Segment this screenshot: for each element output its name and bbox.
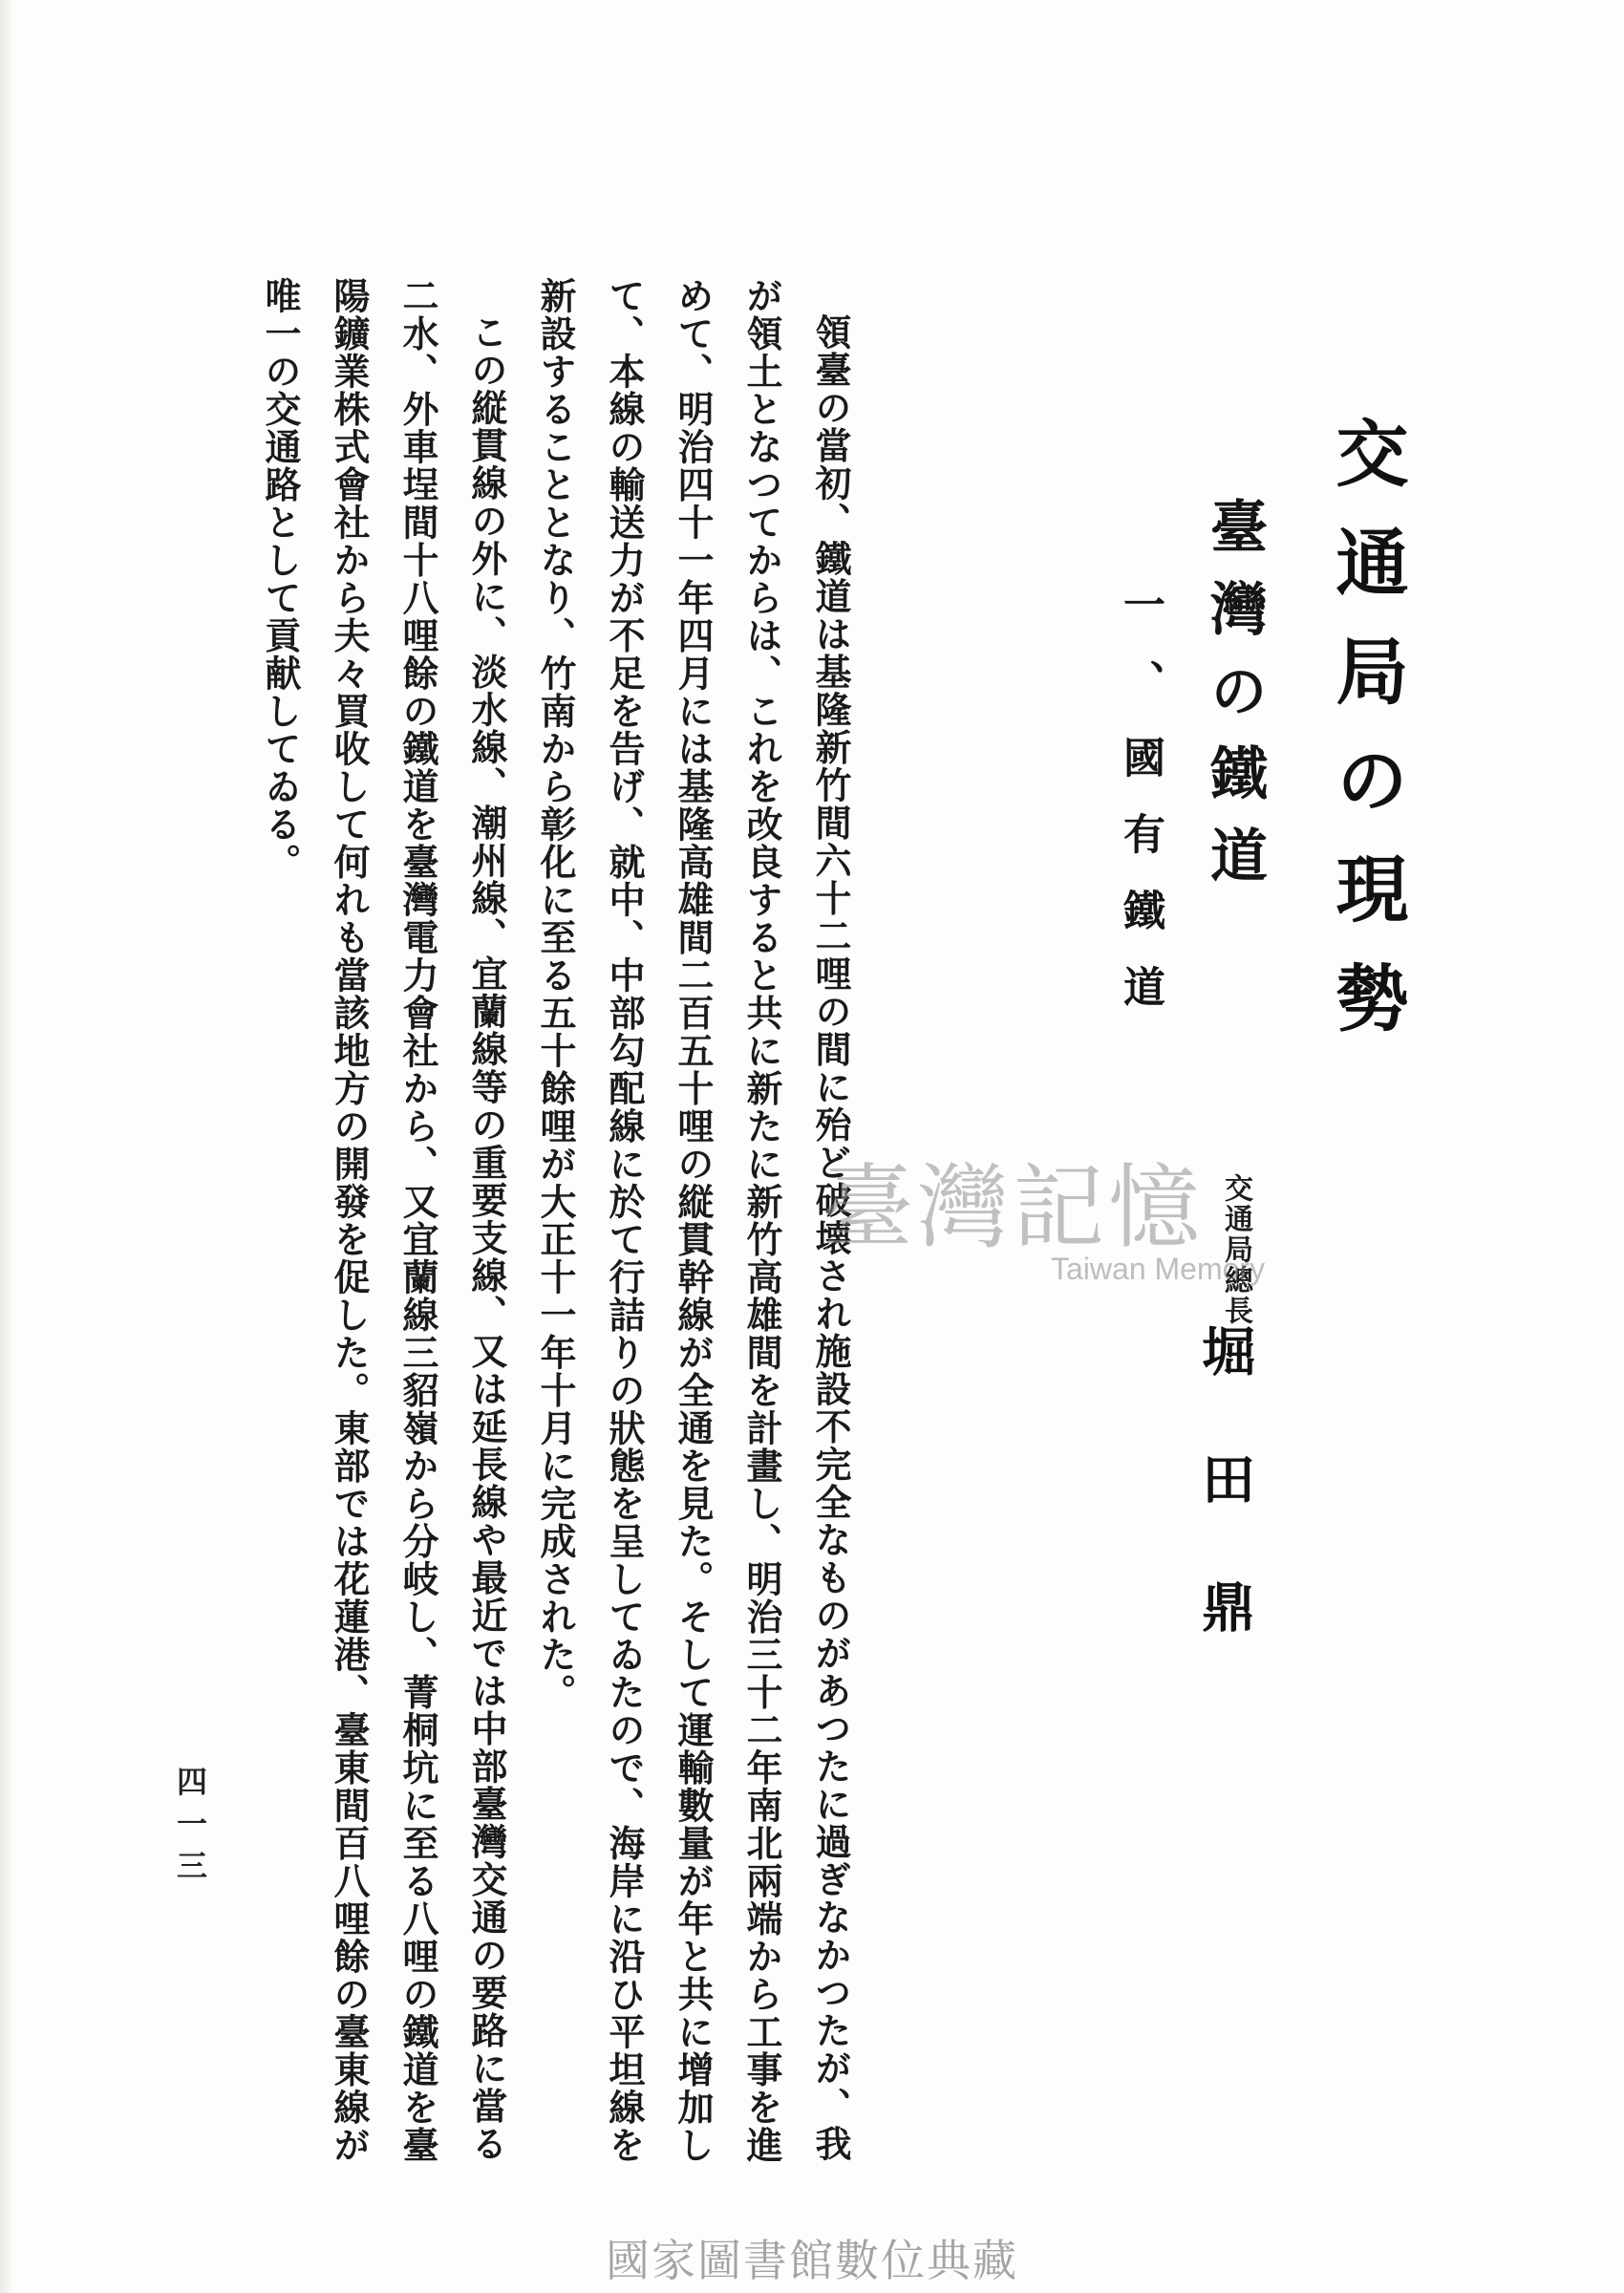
subsection-title: 一、國有鐵道 — [1116, 583, 1165, 1041]
body-paragraph: 領臺の當初、鐵道は基隆新竹間六十二哩の間に殆ど破壊され施設不完全なものがあつたに過ぎなかつたが、我が領土となつてからは、これを改良すると共に新たに新竹高雄間を計畫し、明治三十二年南北兩端から工事を進めて、明治四十一年四月には基隆高雄間二百五十哩の縦貫幹線が全通を見た。そして運輸數量が年と共に增加して、本線の輸送力が不足を告げ、就中、中部勾配線に於て行詰りの狀態を呈してゐたので、海岸に沿ひ平坦線を新設することとなり、竹南から彰化に至る五十餘哩が大正十一年十月に完成された。 — [534, 277, 852, 2164]
body-paragraph: この縦貫線の外に、淡水線、潮州線、宜蘭線等の重要支線、又は延長線や最近では中部臺灣交通の要路に當る二水、外車埕間十八哩餘の鐵道を臺灣電力會社から、又宜蘭線三貂嶺から分岐し、菁桐坑に至る八哩の鐵道を臺陽鑛業株式會社から夫々買收して何れも當該地方の開發を促した。東部では花蓮港、臺東間百八哩餘の臺東線が唯一の交通路として貢献してゐる。 — [259, 277, 508, 2164]
author-role: 交通局總長 — [1219, 1173, 1252, 1326]
page-number: 四一三 — [172, 1766, 208, 1892]
body-text — [246, 277, 865, 2169]
page-title: 交通局の現勢 — [1324, 416, 1409, 1069]
footer-credit: 國家圖書館數位典藏 — [606, 2235, 1018, 2286]
taiwan-memory-watermark — [822, 1135, 1299, 1286]
page-binding-shadow — [0, 0, 13, 2293]
author-name: 堀田鼎 — [1193, 1323, 1256, 1707]
watermark-subtitle: Taiwan Memory — [1051, 1252, 1266, 1286]
section-title: 臺灣の鐵道 — [1201, 497, 1268, 908]
watermark-logo: 臺灣記憶 — [822, 1154, 1204, 1261]
